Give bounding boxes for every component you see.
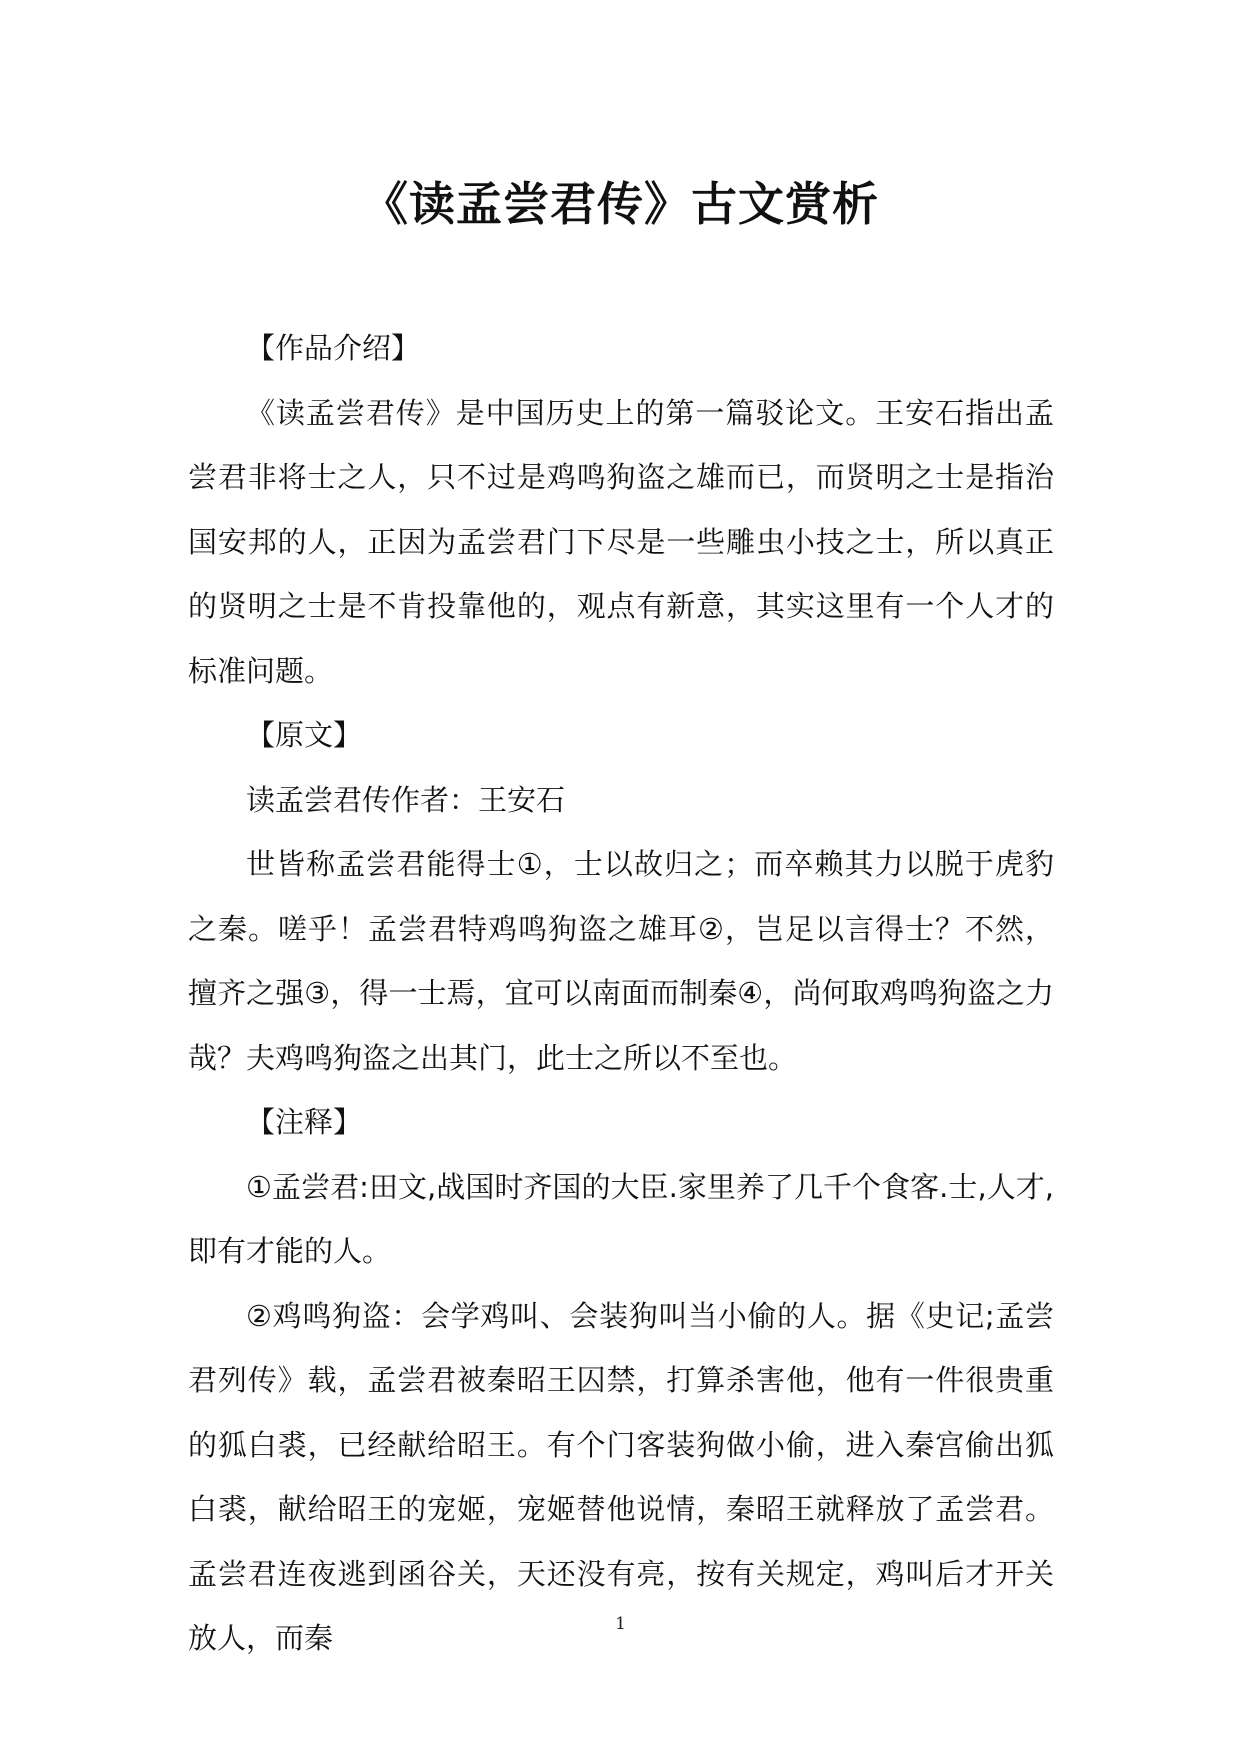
paragraph: 读孟尝君传作者：王安石 — [246, 782, 566, 817]
section-heading: 【原文】 — [246, 718, 363, 752]
section-notes — [188, 1090, 1054, 1671]
section-original-text — [188, 703, 1054, 1090]
section-intro — [188, 316, 1054, 703]
page-number: 1 — [615, 1614, 626, 1634]
paragraph: 世皆称孟尝君能得士①，士以故归之；而卒赖其力以脱于虎豹之秦。嗟乎！孟尝君特鸡鸣狗盗之雄耳②，岂足以言得士？不然，擅齐之强③，得一士焉，宜可以南面而制秦④，尚何取鸡鸣狗盗之力哉？夫鸡鸣狗盗之出其门，此士之所以不至也。 — [188, 847, 1054, 1075]
document-body — [188, 316, 1054, 1671]
paragraph: 《读孟尝君传》是中国历史上的第一篇驳论文。王安石指出孟尝君非将士之人，只不过是鸡鸣狗盗之雄而已，而贤明之士是指治国安邦的人，正因为孟尝君门下尽是一些雕虫小技之士，所以真正的贤明之士是不肯投靠他的，观点有新意，其实这里有一个人才的标准问题。 — [188, 395, 1054, 688]
paragraph: ①孟尝君:田文,战国时齐国的大臣.家里养了几千个食客.士,人才,即有才能的人。 — [188, 1169, 1054, 1268]
section-heading: 【注释】 — [246, 1105, 363, 1139]
section-heading: 【作品介绍】 — [246, 331, 421, 365]
document-title: 《读孟尝君传》古文赏析 — [362, 177, 879, 231]
paragraph: ②鸡鸣狗盗：会学鸡叫、会装狗叫当小偷的人。据《史记;孟尝君列传》载，孟尝君被秦昭王囚禁，打算杀害他，他有一件很贵重的狐白裘，已经献给昭王。有个门客装狗做小偷，进入秦宫偷出狐白裘，献给昭王的宠姬，宠姬替他说情，秦昭王就释放了孟尝君。孟尝君连夜逃到函谷关，天还没有亮，按有关规定，鸡叫后才开关放人，而秦 — [188, 1298, 1054, 1655]
